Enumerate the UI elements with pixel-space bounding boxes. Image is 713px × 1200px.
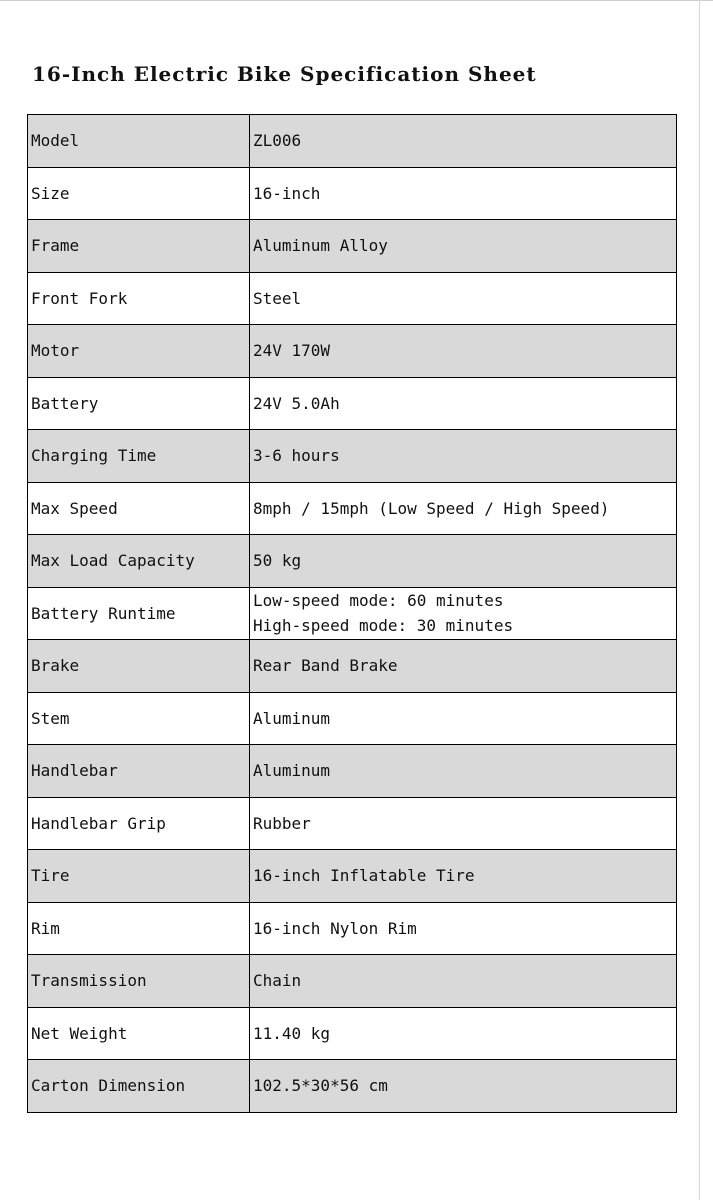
spec-value-line: 102.5*30*56 cm	[253, 1076, 388, 1096]
spec-value-line: ZL006	[253, 131, 302, 151]
table-row	[28, 325, 677, 378]
spec-value-line: 50 kg	[253, 551, 302, 571]
spec-value	[250, 220, 677, 273]
table-row	[28, 797, 677, 850]
spec-value	[250, 902, 677, 955]
table-row	[28, 272, 677, 325]
spec-label: Charging Time	[28, 430, 250, 483]
spec-value	[250, 640, 677, 693]
spec-label: Rim	[28, 902, 250, 955]
table-row	[28, 535, 677, 588]
table-row	[28, 902, 677, 955]
spec-value	[250, 115, 677, 168]
spec-value	[250, 850, 677, 903]
spec-label: Battery	[28, 377, 250, 430]
table-row	[28, 430, 677, 483]
spec-value	[250, 1060, 677, 1113]
spec-value	[250, 692, 677, 745]
spec-value-line: 3-6 hours	[253, 446, 340, 466]
table-row	[28, 692, 677, 745]
spec-value	[250, 430, 677, 483]
spec-value-line: Rear Band Brake	[253, 656, 398, 676]
spec-label: Size	[28, 167, 250, 220]
spec-value	[250, 482, 677, 535]
spec-table	[27, 114, 677, 1113]
spec-value	[250, 167, 677, 220]
spec-value-line: Chain	[253, 971, 302, 991]
spec-value	[250, 745, 677, 798]
table-row	[28, 1007, 677, 1060]
right-page-edge	[699, 0, 700, 1200]
table-row	[28, 1060, 677, 1113]
spec-value-line: 24V 5.0Ah	[253, 393, 340, 413]
spec-value-line: Aluminum	[253, 761, 331, 781]
spec-value-line: Rubber	[253, 813, 311, 833]
table-row	[28, 115, 677, 168]
spec-value-line: 16-inch	[253, 183, 321, 203]
table-row	[28, 640, 677, 693]
table-row	[28, 955, 677, 1008]
spec-value	[250, 377, 677, 430]
spec-value	[250, 1007, 677, 1060]
spec-label: Frame	[28, 220, 250, 273]
spec-value-line: Low-speed mode: 60 minutes	[253, 591, 504, 611]
spec-value	[250, 325, 677, 378]
spec-label: Max Load Capacity	[28, 535, 250, 588]
table-row	[28, 167, 677, 220]
spec-value-line: 8mph / 15mph (Low Speed / High Speed)	[253, 498, 610, 518]
spec-value-line: Steel	[253, 288, 302, 308]
spec-value	[250, 797, 677, 850]
spec-value-line: 16-inch Inflatable Tire	[253, 866, 475, 886]
table-row	[28, 220, 677, 273]
spec-value-line: Aluminum Alloy	[253, 236, 388, 256]
spec-label: Carton Dimension	[28, 1060, 250, 1113]
spec-label: Transmission	[28, 955, 250, 1008]
spec-label: Stem	[28, 692, 250, 745]
spec-label: Brake	[28, 640, 250, 693]
spec-label: Battery Runtime	[28, 587, 250, 640]
spec-label: Handlebar	[28, 745, 250, 798]
spec-label: Motor	[28, 325, 250, 378]
spec-value	[250, 955, 677, 1008]
spec-value	[250, 272, 677, 325]
spec-value	[250, 587, 677, 640]
spec-label: Front Fork	[28, 272, 250, 325]
spec-table-body	[28, 115, 677, 1113]
table-row	[28, 850, 677, 903]
spec-value-line: 24V 170W	[253, 341, 331, 361]
top-divider	[0, 0, 713, 1]
spec-label: Net Weight	[28, 1007, 250, 1060]
table-row	[28, 745, 677, 798]
spec-label: Handlebar Grip	[28, 797, 250, 850]
spec-value-line: 16-inch Nylon Rim	[253, 918, 417, 938]
spec-label: Model	[28, 115, 250, 168]
spec-value-line: 11.40 kg	[253, 1023, 331, 1043]
spec-label: Tire	[28, 850, 250, 903]
table-row	[28, 377, 677, 430]
spec-value-line: Aluminum	[253, 708, 331, 728]
page-title: 16-Inch Electric Bike Specification Sheet	[32, 62, 537, 86]
spec-value	[250, 535, 677, 588]
spec-label: Max Speed	[28, 482, 250, 535]
table-row	[28, 482, 677, 535]
spec-value-line: High-speed mode: 30 minutes	[253, 616, 514, 636]
table-row	[28, 587, 677, 640]
